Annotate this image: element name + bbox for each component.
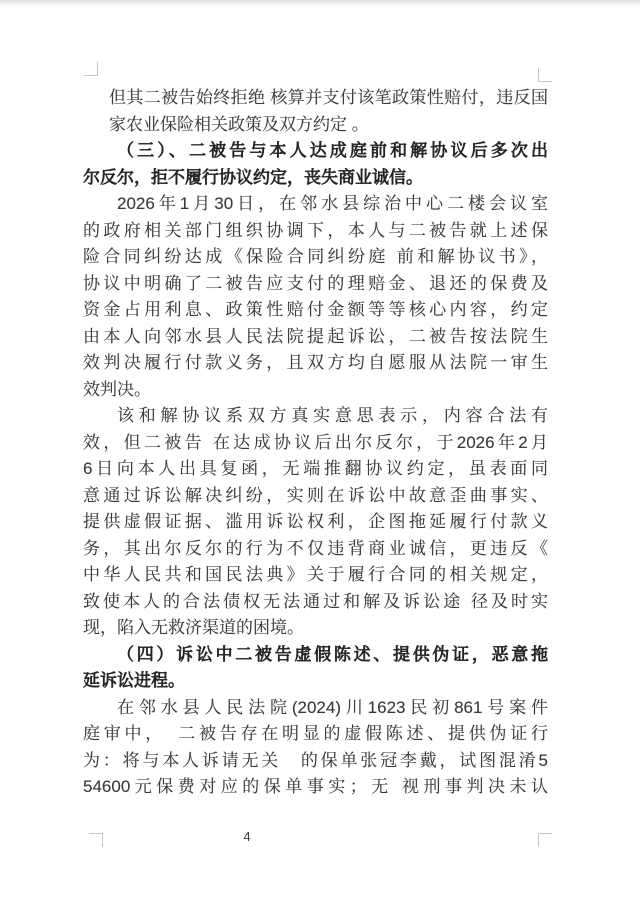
text-line: 提供虚假证据、滥用诉讼权利，企图拖延履行付款义	[83, 512, 548, 531]
text-line: 2026年1月30日，在邻水县综治中心二楼会议室	[117, 194, 548, 213]
text-line: 险合同纠纷达成《保险合同纠纷庭 前和解协议书》，	[83, 247, 548, 266]
crop-mark-top-right	[538, 68, 552, 82]
heading-line: （三）、二被告与本人达成庭前和解协议后多次出	[117, 141, 548, 160]
text-line: 致使本人的合法债权无法通过和解及诉讼途 径及时实	[83, 591, 548, 611]
text-line: 在邻水县人民法院(2024)川1623民初861号案件	[117, 697, 548, 717]
text-line: 效，但二被告 在达成协议后出尔反尔，于2026年2月	[83, 432, 548, 452]
text-line: 务，其出尔反尔的行为不仅违背商业诚信，更违反《	[83, 538, 548, 558]
text-block	[83, 85, 548, 801]
text-line: 家农业保险相关政策及双方约定 。	[109, 114, 369, 134]
text-line: 资金占用利息、政策性赔付金额等等核心内容，约定	[83, 300, 548, 319]
heading-line: 尔反尔，拒不履行协议约定，丧失商业诚信。	[83, 167, 423, 187]
text-line: 6日向本人出具复函，无端推翻协议约定，虽表面同	[83, 459, 548, 478]
text-line: 中华人民共和国民法典》关于履行合同的相关规定，	[83, 565, 548, 584]
page-separator	[0, 0, 640, 10]
page-number: 4	[243, 829, 251, 844]
crop-mark-bottom-right	[538, 833, 552, 847]
text-line: 意通过诉讼解决纠纷，实则在诉讼中故意歪曲事实、	[83, 485, 548, 505]
text-line: 协议中明确了二被告应支付的理赔金、退还的保费及	[83, 273, 548, 293]
text-line: 效判决履行付款义务，且双方均自愿服从法院一审生	[83, 353, 548, 372]
text-line: 现，陷入无救济渠道的困境。	[83, 618, 304, 637]
text-line: 效判决。	[83, 379, 151, 399]
text-line: 的政府相关部门组织协调下，本人与二被告就上述保	[83, 220, 548, 240]
text-line: 为：将与本人诉请无关 的保单张冠李戴，试图混淆5	[83, 750, 548, 770]
text-line: 54600元保费对应的保单事实；无 视刑事判决未认	[83, 777, 548, 796]
heading-line: （四）诉讼中二被告虚假陈述、提供伪证，恶意拖	[117, 644, 548, 664]
crop-mark-bottom-left	[89, 833, 103, 847]
text-line: 但其二被告始终拒绝 核算并支付该笔政策性赔付，违反国	[109, 88, 548, 107]
text-line: 由本人向邻水县人民法院提起诉讼，二被告按法院生	[83, 326, 548, 346]
text-line: 庭审中， 二被告存在明显的虚假陈述、提供伪证行	[83, 724, 548, 743]
text-line: 该和解协议系双方真实意思表示，内容合法有	[117, 406, 548, 425]
crop-mark-top-left	[84, 62, 98, 76]
heading-line: 延诉讼进程。	[83, 671, 185, 690]
